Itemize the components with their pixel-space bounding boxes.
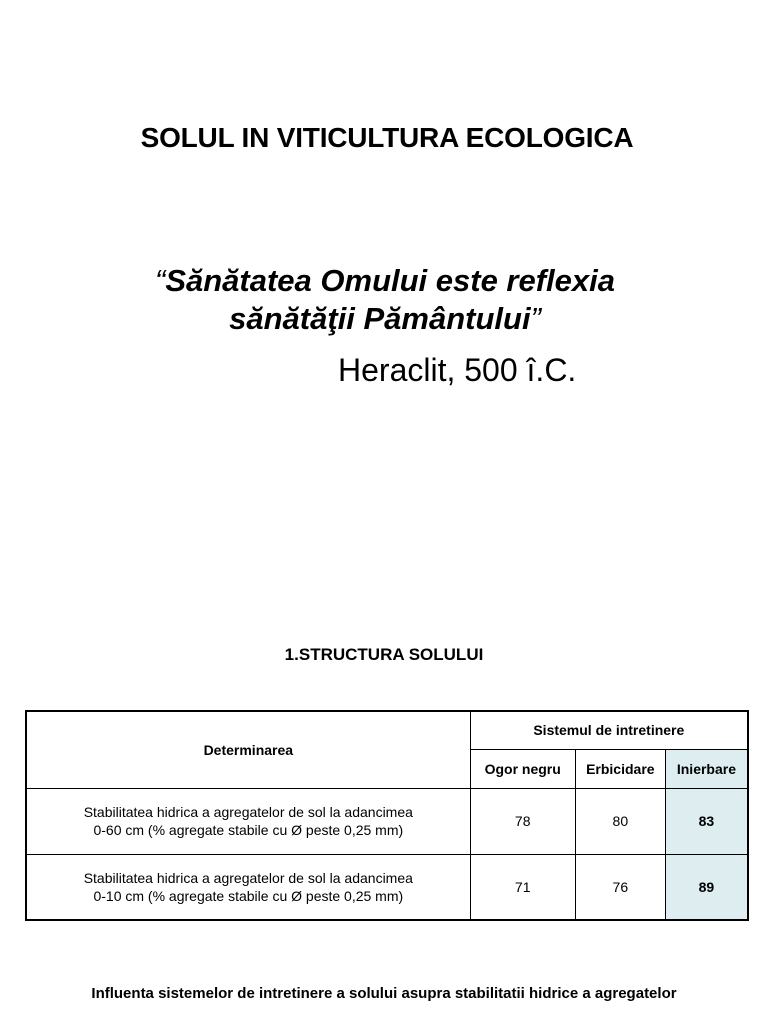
- cell-erbicidare: 76: [575, 854, 665, 920]
- row-label-line-2: 0-60 cm (% agregate stabile cu Ø peste 0,25 mm): [93, 822, 404, 838]
- quote-open-mark: “: [154, 263, 166, 298]
- row-label: [26, 854, 470, 920]
- section-heading: 1.STRUCTURA SOLULUI: [284, 645, 484, 664]
- row-label-line-2: 0-10 cm (% agregate stabile cu Ø peste 0,25 mm): [93, 887, 404, 904]
- header-ogor-negru: Ogor negru: [470, 749, 575, 788]
- table-row: [26, 788, 748, 854]
- header-determinarea: Determinarea: [26, 711, 470, 788]
- table-row: [26, 854, 748, 920]
- cell-ogor-negru: 71: [470, 854, 575, 920]
- quote-close-mark: ”: [530, 301, 541, 336]
- cell-erbicidare: 80: [575, 788, 665, 854]
- table-caption: Influenta sistemelor de intretinere a solului asupra stabilitatii hidrice a agregatelor: [91, 985, 677, 1002]
- quote: [0, 262, 768, 338]
- row-label: [26, 788, 470, 854]
- header-sistemul: Sistemul de intretinere: [470, 711, 748, 749]
- soil-stability-table: [25, 710, 749, 921]
- quote-attribution: Heraclit, 500 î.C.: [338, 352, 577, 388]
- table-header-row: [26, 711, 748, 749]
- header-erbicidare: Erbicidare: [575, 749, 665, 788]
- row-label-line-1: Stabilitatea hidrica a agregatelor de sol la adancimea: [83, 869, 413, 886]
- cell-ogor-negru: 78: [470, 788, 575, 854]
- page-title: SOLUL IN VITICULTURA ECOLOGICA: [140, 122, 634, 153]
- cell-inierbare: 83: [665, 788, 748, 854]
- quote-line-2: sănătăţii Pământului: [229, 301, 531, 336]
- row-label-line-1: Stabilitatea hidrica a agregatelor de sol la adancimea: [83, 804, 413, 820]
- cell-inierbare: 89: [665, 854, 748, 920]
- header-inierbare: Inierbare: [665, 749, 748, 788]
- quote-line-1: Sănătatea Omului este reflexia: [165, 263, 616, 298]
